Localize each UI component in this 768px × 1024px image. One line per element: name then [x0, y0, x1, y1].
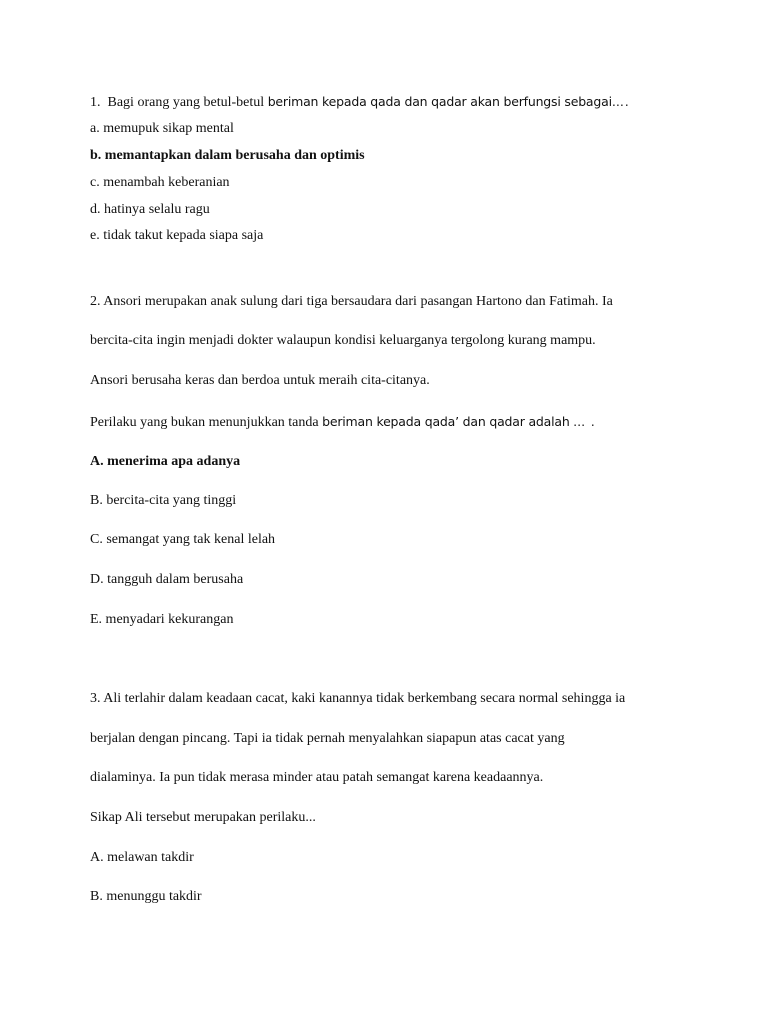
q3-stem-line-1: 3. Ali terlahir dalam keadaan cacat, kaki kanannya tidak berkembang secara normal sehingga ia: [90, 691, 626, 706]
q1-stem-dots: ….: [611, 95, 630, 109]
q2-option-e: E. menyadari kekurangan: [90, 612, 234, 627]
q2-option-d: D. tangguh dalam berusaha: [90, 572, 244, 587]
q2-option-c: C. semangat yang tak kenal lelah: [90, 532, 276, 547]
q2-option-a-answer: A. menerima apa adanya: [90, 454, 241, 469]
q3-option-b: B. menunggu takdir: [90, 889, 202, 904]
q3-stem-line-3: dialaminya. Ia pun tidak merasa minder atau patah semangat karena keadaannya.: [90, 770, 544, 785]
q1-option-b-answer: b. memantapkan dalam berusaha dan optimis: [90, 148, 365, 163]
q3-stem-line-2: berjalan dengan pincang. Tapi ia tidak pernah menyalahkan siapapun atas cacat yang: [90, 731, 565, 746]
q1-option-e: e. tidak takut kepada siapa saja: [90, 228, 264, 243]
q1-stem-part-a: Bagi orang yang betul-betul: [107, 95, 265, 110]
q2-question-dots: … .: [573, 415, 596, 429]
q2-stem-line-1: 2. Ansori merupakan anak sulung dari tiga bersaudara dari pasangan Hartono dan Fatimah. Ia: [90, 294, 613, 309]
q2-question-part-b: beriman kepada qada’ dan qadar adalah: [322, 414, 570, 429]
q3-question: Sikap Ali tersebut merupakan perilaku...: [90, 810, 316, 825]
q2-option-b: B. bercita-cita yang tinggi: [90, 493, 237, 508]
q1-option-a: a. memupuk sikap mental: [90, 121, 234, 136]
q1-stem: [90, 93, 630, 112]
q1-number: 1.: [90, 95, 101, 110]
q1-option-d: d. hatinya selalu ragu: [90, 202, 210, 217]
q2-stem-line-3: Ansori berusaha keras dan berdoa untuk meraih cita-citanya.: [90, 373, 430, 388]
q1-stem-part-b: beriman kepada qada dan qadar akan berfungsi sebagai: [267, 94, 612, 109]
q1-option-c: c. menambah keberanian: [90, 175, 230, 190]
q2-question-part-a: Perilaku yang bukan menunjukkan tanda: [90, 415, 319, 430]
q2-stem-line-2: bercita-cita ingin menjadi dokter walaupun kondisi keluarganya tergolong kurang mampu.: [90, 333, 596, 348]
q2-question: [90, 413, 596, 432]
q3-option-a: A. melawan takdir: [90, 850, 194, 865]
